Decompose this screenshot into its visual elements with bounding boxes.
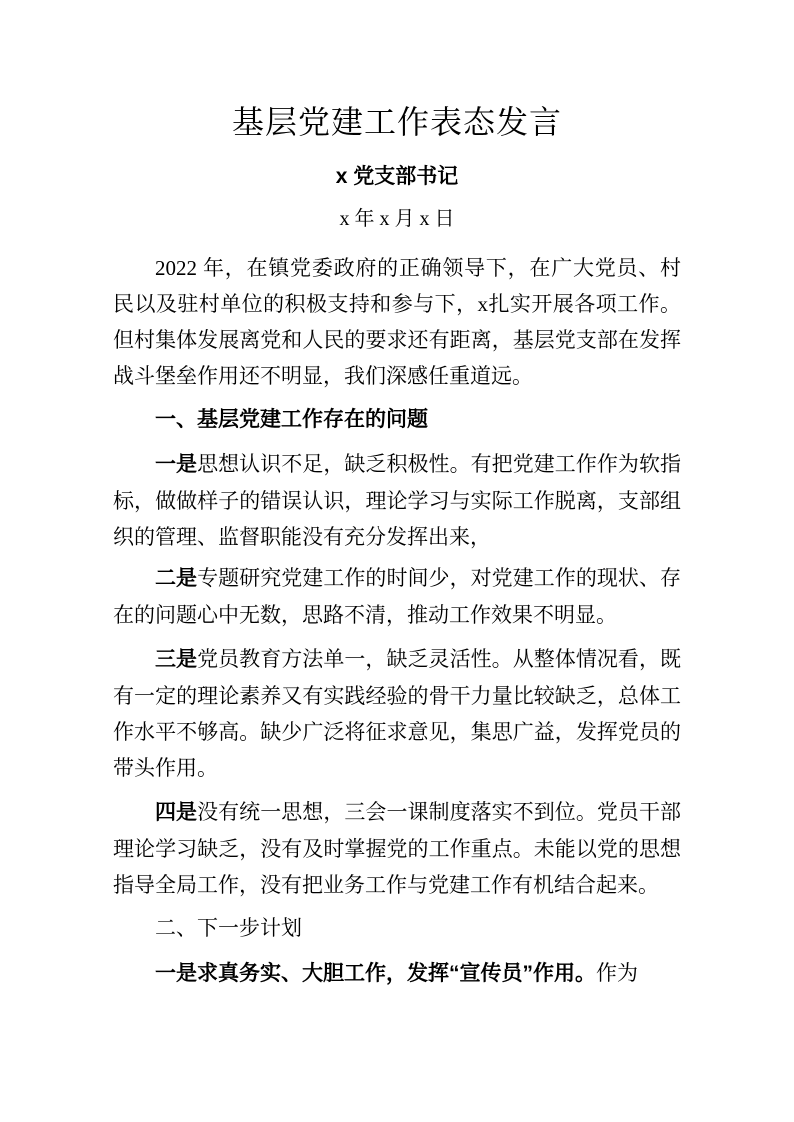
section-1-item-2 xyxy=(113,560,681,633)
document-body xyxy=(113,250,681,992)
section-1-item-4-text: 没有统一思想，三会一课制度落实不到位。党员干部理论学习缺乏，没有及时掌握党的工作重点。未能以党的思想指导全局工作，没有把业务工作与党建工作有机结合起来。 xyxy=(113,800,682,897)
intro-paragraph: 2022 年，在镇党委政府的正确领导下，在广大党员、村民以及驻村单位的积极支持和参与下，x扎实开展各项工作。但村集体发展离党和人民的要求还有距离，基层党支部在发挥战斗堡垒作用还不明显，我们深感任重道远。 xyxy=(113,256,681,388)
section-2-heading: 二、下一步计划 xyxy=(155,917,302,940)
section-1-item-4-lead: 四是 xyxy=(155,801,198,824)
section-1-item-2-lead: 二是 xyxy=(155,567,198,590)
section-1-item-1-lead: 一是 xyxy=(155,453,198,476)
section-1-heading: 一、基层党建工作存在的问题 xyxy=(155,408,428,431)
section-1-item-1-text: 思想认识不足，缺乏积极性。有把党建工作作为软指标，做做样子的错误认识，理论学习与实际工作脱离，支部组织的管理、监督职能没有充分发挥出来， xyxy=(113,452,682,549)
document-title: 基层党建工作表态发言 xyxy=(231,104,562,140)
section-2-item-1-text: 作为 xyxy=(596,961,638,985)
section-1-item-3-text: 党员教育方法单一，缺乏灵活性。从整体情况看，既有一定的理论素养又有实践经验的骨干力量比较缺乏，总体工作水平不够高。缺少广泛将征求意见，集思广益，发挥党员的带头作用。 xyxy=(113,647,682,780)
section-2-item-1-lead: 一是求真务实、大胆工作，发挥“宣传员”作用。 xyxy=(155,962,596,985)
section-2-item-1 xyxy=(113,955,681,992)
section-1-item-3-lead: 三是 xyxy=(155,648,198,671)
section-1-item-4 xyxy=(113,794,681,903)
section-1-item-3 xyxy=(113,641,681,786)
section-1-item-1 xyxy=(113,446,681,555)
document-subtitle: x 党支部书记 xyxy=(335,165,459,188)
document-date: x 年 x 月 x 日 xyxy=(339,208,455,230)
section-1-item-2-text: 专题研究党建工作的时间少，对党建工作的现状、存在的问题心中无数，思路不清，推动工作效果不明显。 xyxy=(113,566,682,627)
